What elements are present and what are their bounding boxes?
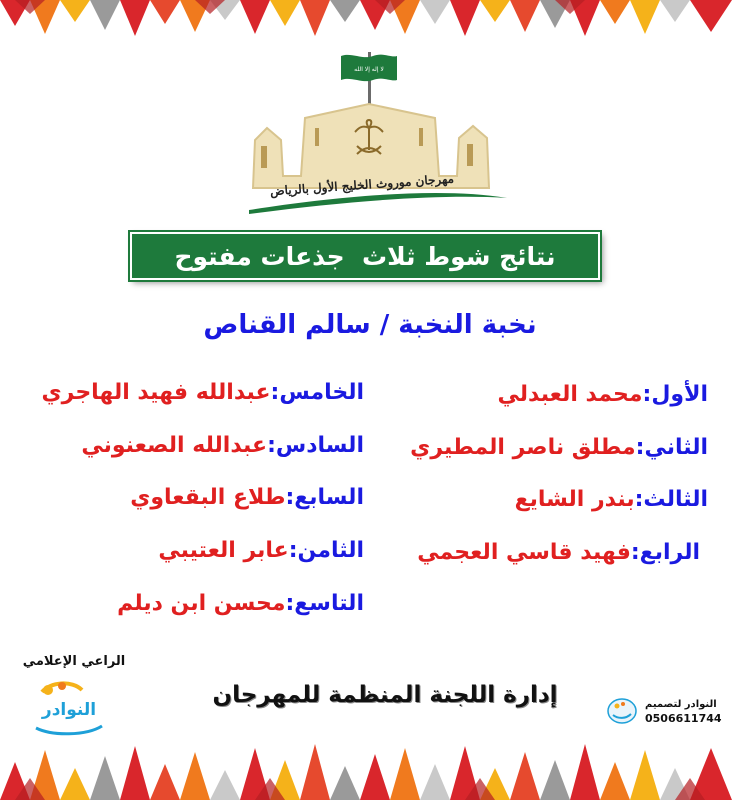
result-entry-9: [117, 591, 364, 616]
winner-name: عبدالله الصعنوني: [81, 433, 268, 458]
separator: :: [270, 380, 280, 405]
separator: :: [635, 435, 645, 460]
separator: :: [285, 485, 295, 510]
designer-label: النوادر لتصميم: [645, 699, 717, 710]
title-banner: [130, 232, 600, 280]
designer-phone: 0506611744: [645, 712, 722, 725]
svg-text:لا إله إلا الله: لا إله إلا الله: [354, 66, 384, 73]
rank-label: السادس: [275, 433, 364, 458]
separator: :: [634, 487, 644, 512]
rank-label: الخامس: [279, 380, 364, 405]
separator: :: [288, 538, 298, 563]
media-sponsor-label: الراعي الإعلامي: [22, 654, 126, 669]
rank-label: السابع: [294, 485, 364, 510]
rank-label: الثاني: [644, 435, 708, 460]
winner-name: محمد العبدلي: [497, 382, 643, 407]
top-decorative-pattern: [0, 0, 732, 40]
separator: :: [285, 591, 295, 616]
rank-label: الأول: [651, 382, 708, 407]
winner-name: مطلق ناصر المطيري: [410, 435, 636, 460]
result-entry-6: [81, 433, 364, 458]
rank-label: الرابع: [639, 540, 700, 565]
rank-label: التاسع: [294, 591, 364, 616]
organizing-committee: إدارة اللجنة المنظمة للمهرجان: [212, 682, 558, 708]
winner-name: طلاع البقعاوي: [130, 485, 286, 510]
winner-name: عبدالله فهيد الهاجري: [41, 380, 271, 405]
bottom-triangle-row: [0, 744, 732, 800]
result-entry-3: [515, 487, 708, 512]
result-entry-8: [158, 538, 364, 563]
winner-name: بندر الشايع: [514, 487, 635, 512]
subtitle: نخبة النخبة / سالم القناص: [203, 310, 537, 340]
designer-credit: [645, 698, 725, 726]
designer-logo-icon: [606, 697, 638, 725]
sponsor-logo-text: النوادر: [41, 700, 97, 720]
winner-name: عابر العتيبي: [158, 538, 289, 563]
result-entry-2: [410, 435, 708, 460]
logo-caption: مهرجان موروث الخليج الأول بالرياض: [269, 171, 455, 199]
separator: :: [630, 540, 640, 565]
rank-label: الثالث: [643, 487, 708, 512]
separator: :: [642, 382, 652, 407]
result-entry-5: [41, 380, 364, 405]
bottom-decorative-pattern: [0, 738, 732, 800]
separator: :: [267, 433, 276, 458]
result-entry-1: [497, 382, 708, 407]
winner-name: فهيد قاسي العجمي: [417, 540, 631, 565]
top-triangle-row: [0, 0, 732, 36]
result-entry-7: [130, 485, 364, 510]
result-entry-4: [417, 540, 700, 565]
rank-label: الثامن: [297, 538, 364, 563]
title-text: نتائج شوط ثلاث جذعات مفتوح: [174, 241, 556, 271]
winner-name: محسن ابن ديلم: [117, 591, 286, 616]
